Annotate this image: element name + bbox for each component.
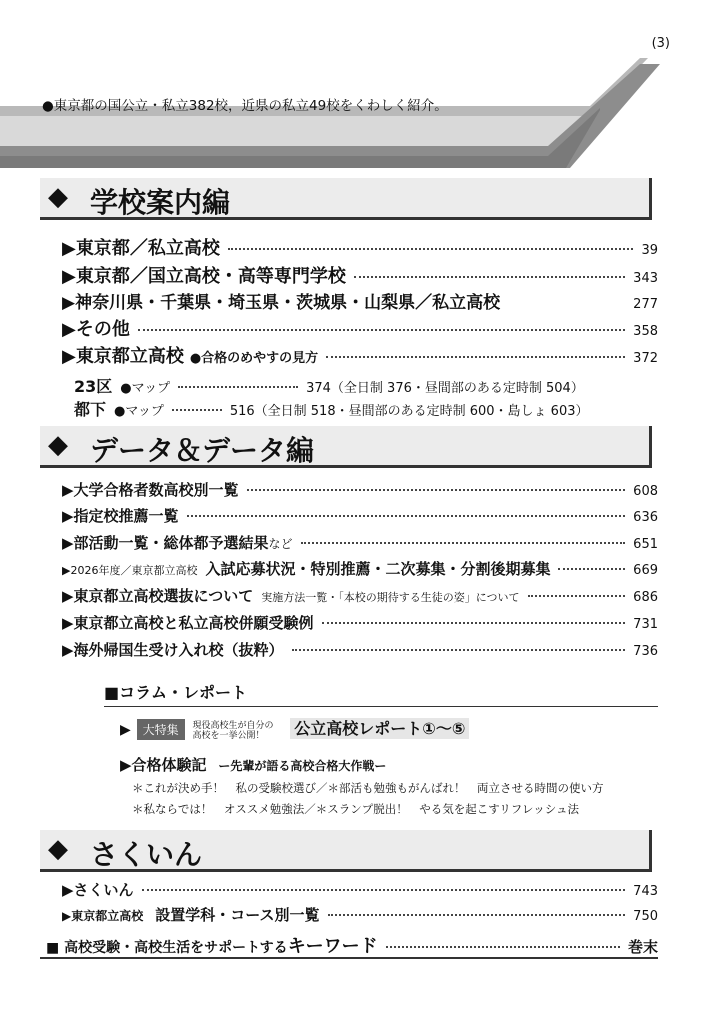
toc-entry-label: ▶東京都立高校選抜について (62, 587, 254, 605)
toc-entry-page: 651 (633, 537, 658, 552)
story-line: ＊私ならでは！ オススメ勉強法／＊スランプ脱出！ やる気を起こすリフレッシュ法 (132, 802, 580, 816)
toc-entry-label: ▶大学合格者数高校別一覧 (62, 481, 239, 499)
toc-entry-label: ▶さくいん (62, 881, 134, 899)
diamond-icon: ◆ (48, 834, 68, 864)
map-page: 374（全日制 376・昼間部のある定時制 504） (306, 381, 584, 396)
dot-leader (142, 889, 626, 891)
toc-entry-page: 343 (633, 271, 658, 286)
toc-entry-suffix: 実施方法一覧・「本校の期待する生徒の姿」について (261, 591, 520, 604)
section-header-data (40, 426, 652, 468)
map-area: 都下 (74, 400, 107, 419)
map-label: ●マップ (114, 404, 164, 419)
toc-entry-page: 731 (633, 617, 658, 632)
toc-entry[interactable] (62, 532, 658, 553)
footer-label: ■ 高校受験・高校生活をサポートする (46, 940, 288, 956)
toc-entry-page: 39 (641, 243, 658, 258)
toc-entry-page: 277 (633, 297, 658, 312)
toc-entry-label: ▶神奈川県・千葉県・埼玉県・茨城県・山梨県／私立高校 (62, 293, 501, 313)
toc-entry-label: ▶その他 (62, 319, 130, 340)
dot-leader (354, 276, 625, 278)
dot-leader (326, 356, 625, 358)
dot-leader (301, 542, 626, 544)
toc-entry[interactable] (62, 904, 658, 925)
toc-entry[interactable] (62, 585, 658, 606)
toc-entry[interactable] (62, 558, 658, 579)
banner-text: ●東京都の国公立・私立382校，近県の私立49校をくわしく紹介。 (42, 98, 448, 114)
toc-entry-prefix: ▶2026年度／東京都立高校 (62, 564, 198, 577)
toc-entry-label: 入試応募状況・特別推薦・二次募集・分割後期募集 (205, 560, 551, 578)
toc-entry-page: 750 (633, 909, 658, 924)
toc-entry[interactable] (62, 639, 658, 660)
banner-shape (0, 58, 716, 178)
dot-leader (528, 595, 626, 597)
section-header-index (40, 830, 652, 872)
toc-entry-page: 636 (633, 510, 658, 525)
feature-badge: 大特集 (137, 719, 185, 740)
page-number: (3) (651, 36, 670, 51)
toc-entry[interactable] (62, 288, 658, 313)
dot-leader (292, 649, 626, 651)
toc-entry-label: ▶海外帰国生受け入れ校（抜粋） (62, 641, 284, 659)
toc-entry-label: ▶部活動一覧・総体都予選結果 (62, 534, 269, 552)
dot-leader (328, 914, 626, 916)
toc-entry-sub: ●合格のめやすの見方 (189, 351, 319, 366)
toc-entry[interactable] (62, 262, 658, 288)
column-heading-text: ■コラム・レポート (104, 683, 247, 702)
toc-entry-page: 743 (633, 884, 658, 899)
feature-small-text: 現役高校生が自分の 高校を一挙公開！ (192, 720, 274, 741)
diamond-icon: ◆ (48, 430, 68, 460)
dot-leader (138, 329, 625, 331)
map-entry[interactable] (74, 374, 658, 397)
map-label: ●マップ (120, 381, 171, 396)
footer-divider (40, 957, 658, 959)
dot-leader (228, 248, 634, 250)
toc-entry-prefix: ▶東京都立高校 (62, 909, 144, 923)
toc-entry[interactable] (62, 612, 658, 633)
dot-leader (247, 489, 626, 491)
toc-entry-label: ▶指定校推薦一覧 (62, 507, 179, 525)
story-title: ▶合格体験記 (120, 756, 207, 774)
toc-entry[interactable] (62, 342, 658, 368)
toc-entry-page: 686 (633, 590, 658, 605)
toc-entry[interactable] (62, 479, 658, 500)
story-subtitle: ー先輩が語る高校合格大作戦ー (218, 759, 387, 773)
toc-entry-page: 608 (633, 484, 658, 499)
map-area: 23区 (74, 377, 113, 396)
toc-entry-label: ▶東京都立高校 (62, 346, 184, 367)
toc-entry-label: 設置学科・コース別一覧 (155, 906, 320, 924)
dot-leader (172, 409, 222, 411)
footer-page: 巻末 (627, 938, 658, 956)
triangle-icon: ▶ (120, 722, 131, 738)
toc-entry-page: 358 (633, 324, 658, 339)
toc-entry-label: ▶東京都立高校と私立高校併願受験例 (62, 614, 314, 632)
toc-entry-label: ▶東京都／私立高校 (62, 238, 220, 259)
section-title: さくいん (90, 838, 203, 871)
toc-entry[interactable] (62, 505, 658, 526)
feature-entry[interactable] (120, 716, 469, 741)
dot-leader (322, 622, 626, 624)
map-entry[interactable] (74, 397, 658, 420)
dot-leader (558, 568, 625, 570)
dot-leader (187, 515, 626, 517)
section-title: 学校案内編 (90, 186, 231, 219)
toc-entry-suffix: など (268, 537, 293, 551)
toc-entry[interactable] (62, 234, 658, 260)
section-title: データ＆データ編 (90, 434, 315, 467)
toc-entry-label: ▶東京都／国立高校・高等専門学校 (62, 266, 346, 287)
dot-leader (386, 946, 620, 948)
footer-entry[interactable] (46, 932, 658, 958)
toc-entry-page: 669 (633, 563, 658, 578)
map-page: 516（全日制 518・昼間部のある定時制 600・島しょ 603） (229, 404, 589, 419)
section-header-school-guide (40, 178, 652, 220)
toc-entry[interactable] (62, 315, 658, 341)
footer-label-big: キーワード (287, 936, 378, 957)
toc-entry-page: 736 (633, 644, 658, 659)
feature-title: 公立高校レポート①〜⑤ (290, 718, 469, 739)
dot-leader (178, 386, 298, 388)
story-line: ＊これが決め手！ 私の受験校選び／＊部活も勉強もがんばれ！ 両立させる時間の使い方 (132, 781, 604, 795)
story-entry[interactable] (120, 754, 386, 775)
toc-entry[interactable] (62, 879, 658, 900)
column-heading (104, 680, 658, 707)
toc-entry-page: 372 (633, 351, 658, 366)
diamond-icon: ◆ (48, 182, 68, 212)
